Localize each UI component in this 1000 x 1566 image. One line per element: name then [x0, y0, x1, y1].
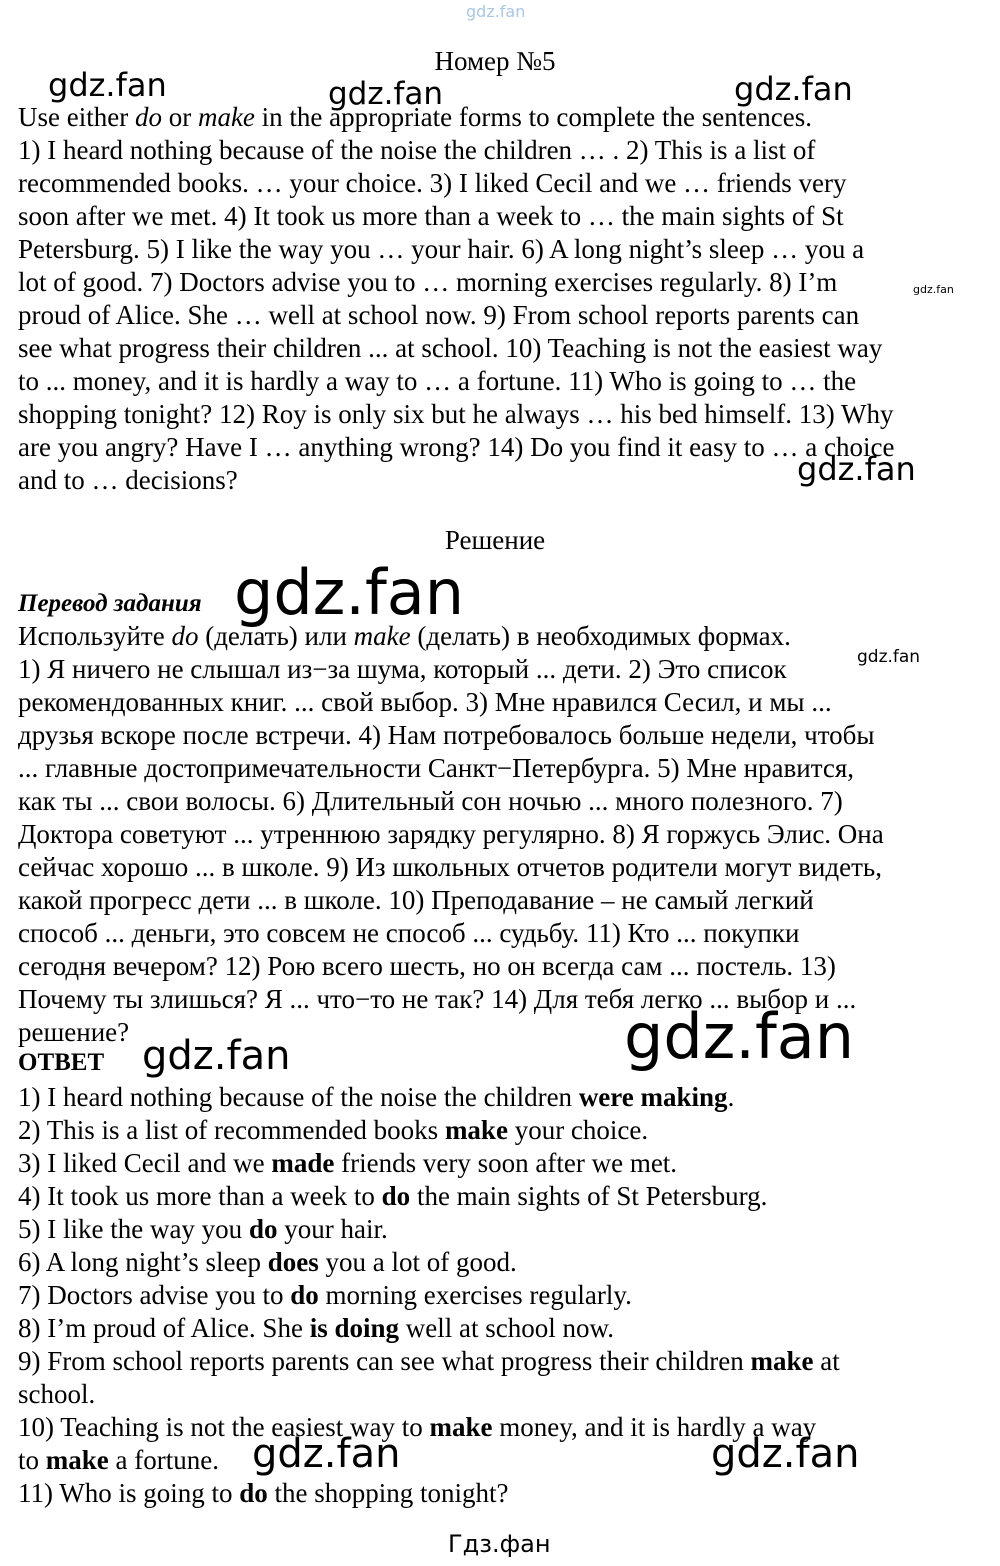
translation-line: рекомендованных книг. ... свой выбор. 3) Мне нравился Сесил, и мы ...	[18, 687, 832, 717]
solution-heading: Решение	[444, 525, 546, 555]
watermark: gdz.fan	[624, 1000, 855, 1073]
answer-line: 2) This is a list of recommended books make your choice.	[18, 1115, 649, 1145]
answer-heading: ОТВЕТ	[18, 1049, 105, 1076]
task-line: see what progress their children ... at school. 10) Teaching is not the easiest way	[18, 333, 883, 363]
answer-line: to make a fortune.	[18, 1445, 219, 1475]
watermark: gdz.fan	[142, 1033, 291, 1079]
answer-line: 1) I heard nothing because of the noise the children were making.	[18, 1082, 735, 1112]
translation-line: какой прогресс дети ... в школе. 10) Преподавание – не самый легкий	[18, 885, 814, 915]
translation-line: сейчас хорошо ... в школе. 9) Из школьных отчетов родители могут видеть,	[18, 852, 882, 882]
task-line: are you angry? Have I … anything wrong? 14) Do you find it easy to … a choice	[18, 432, 895, 462]
task-text	[18, 101, 978, 497]
translation-line: Доктора советуют ... утреннюю зарядку регулярно. 8) Я горжусь Элис. Она	[18, 819, 884, 849]
answer-line: 11) Who is going to do the shopping tonight?	[18, 1478, 509, 1508]
task-line: lot of good. 7) Doctors advise you to … morning exercises regularly. 8) I’m	[18, 267, 838, 297]
watermark: gdz.fan	[328, 76, 444, 112]
answer-line: 6) A long night’s sleep does you a lot of good.	[18, 1247, 517, 1277]
watermark: gdz.fan	[252, 1431, 401, 1477]
translation-text	[18, 620, 978, 1049]
task-line: recommended books. … your choice. 3) I liked Cecil and we … friends very	[18, 168, 847, 198]
answer-line: 3) I liked Cecil and we made friends very soon after we met.	[18, 1148, 678, 1178]
answer-line: 10) Teaching is not the easiest way to make money, and it is hardly a way	[18, 1412, 817, 1442]
task-line: to ... money, and it is hardly a way to … a fortune. 11) Who is going to … the	[18, 366, 857, 396]
watermark: gdz.fan	[711, 1431, 860, 1477]
task-line: and to … decisions?	[18, 465, 238, 495]
task-instruction: Use either do or make in the appropriate forms to complete the sentences.	[18, 102, 812, 132]
translation-instruction: Используйте do (делать) или make (делать) в необходимых формах.	[18, 621, 791, 651]
translation-line: друзья вскоре после встречи. 4) Нам потребовалось больше недели, чтобы	[18, 720, 875, 750]
answer-line: 9) From school reports parents can see what progress their children make at	[18, 1346, 840, 1376]
watermark: gdz.fan	[913, 283, 954, 296]
answer-line: 4) It took us more than a week to do the main sights of St Petersburg.	[18, 1181, 768, 1211]
task-line: 1) I heard nothing because of the noise the children … . 2) This is a list of	[18, 135, 816, 165]
answer-line: 5) I like the way you do your hair.	[18, 1214, 388, 1244]
translation-heading: Перевод задания	[18, 590, 202, 617]
answer-line: 7) Doctors advise you to do morning exercises regularly.	[18, 1280, 632, 1310]
translation-line: 1) Я ничего не слышал из−за шума, который ... дети. 2) Это список	[18, 654, 787, 684]
translation-line: Почему ты злишься? Я ... что−то не так? 14) Для тебя легко ... выбор и ...	[18, 984, 857, 1014]
task-line: soon after we met. 4) It took us more than a week to … the main sights of St	[18, 201, 844, 231]
task-line: Petersburg. 5) I like the way you … your hair. 6) A long night’s sleep … you a	[18, 234, 865, 264]
watermark: gdz.fan	[234, 556, 465, 629]
answer-line: school.	[18, 1379, 96, 1409]
page-title: Номер №5	[434, 46, 556, 76]
answer-line: 8) I’m proud of Alice. She is doing well at school now.	[18, 1313, 614, 1343]
footer-watermark: Гдз.фан	[448, 1530, 551, 1558]
translation-line: способ ... деньги, это совсем не способ ... судьбу. 11) Кто ... покупки	[18, 918, 800, 948]
translation-line: сегодня вечером? 12) Рою всего шесть, но он всегда сам ... постель. 13)	[18, 951, 836, 981]
translation-line: ... главные достопримечательности Санкт−Петербурга. 5) Мне нравится,	[18, 753, 855, 783]
task-line: proud of Alice. She … well at school now. 9) From school reports parents can	[18, 300, 860, 330]
watermark: gdz.fan	[797, 450, 916, 488]
task-line: shopping tonight? 12) Roy is only six but he always … his bed himself. 13) Why	[18, 399, 894, 429]
watermark: gdz.fan	[857, 647, 921, 667]
translation-line: решение?	[18, 1017, 130, 1047]
translation-line: как ты ... свои волосы. 6) Длительный сон ночью ... много полезного. 7)	[18, 786, 843, 816]
watermark: gdz.fan	[734, 70, 853, 108]
watermark: gdz.fan	[48, 66, 167, 104]
top-watermark: gdz.fan	[466, 2, 526, 21]
